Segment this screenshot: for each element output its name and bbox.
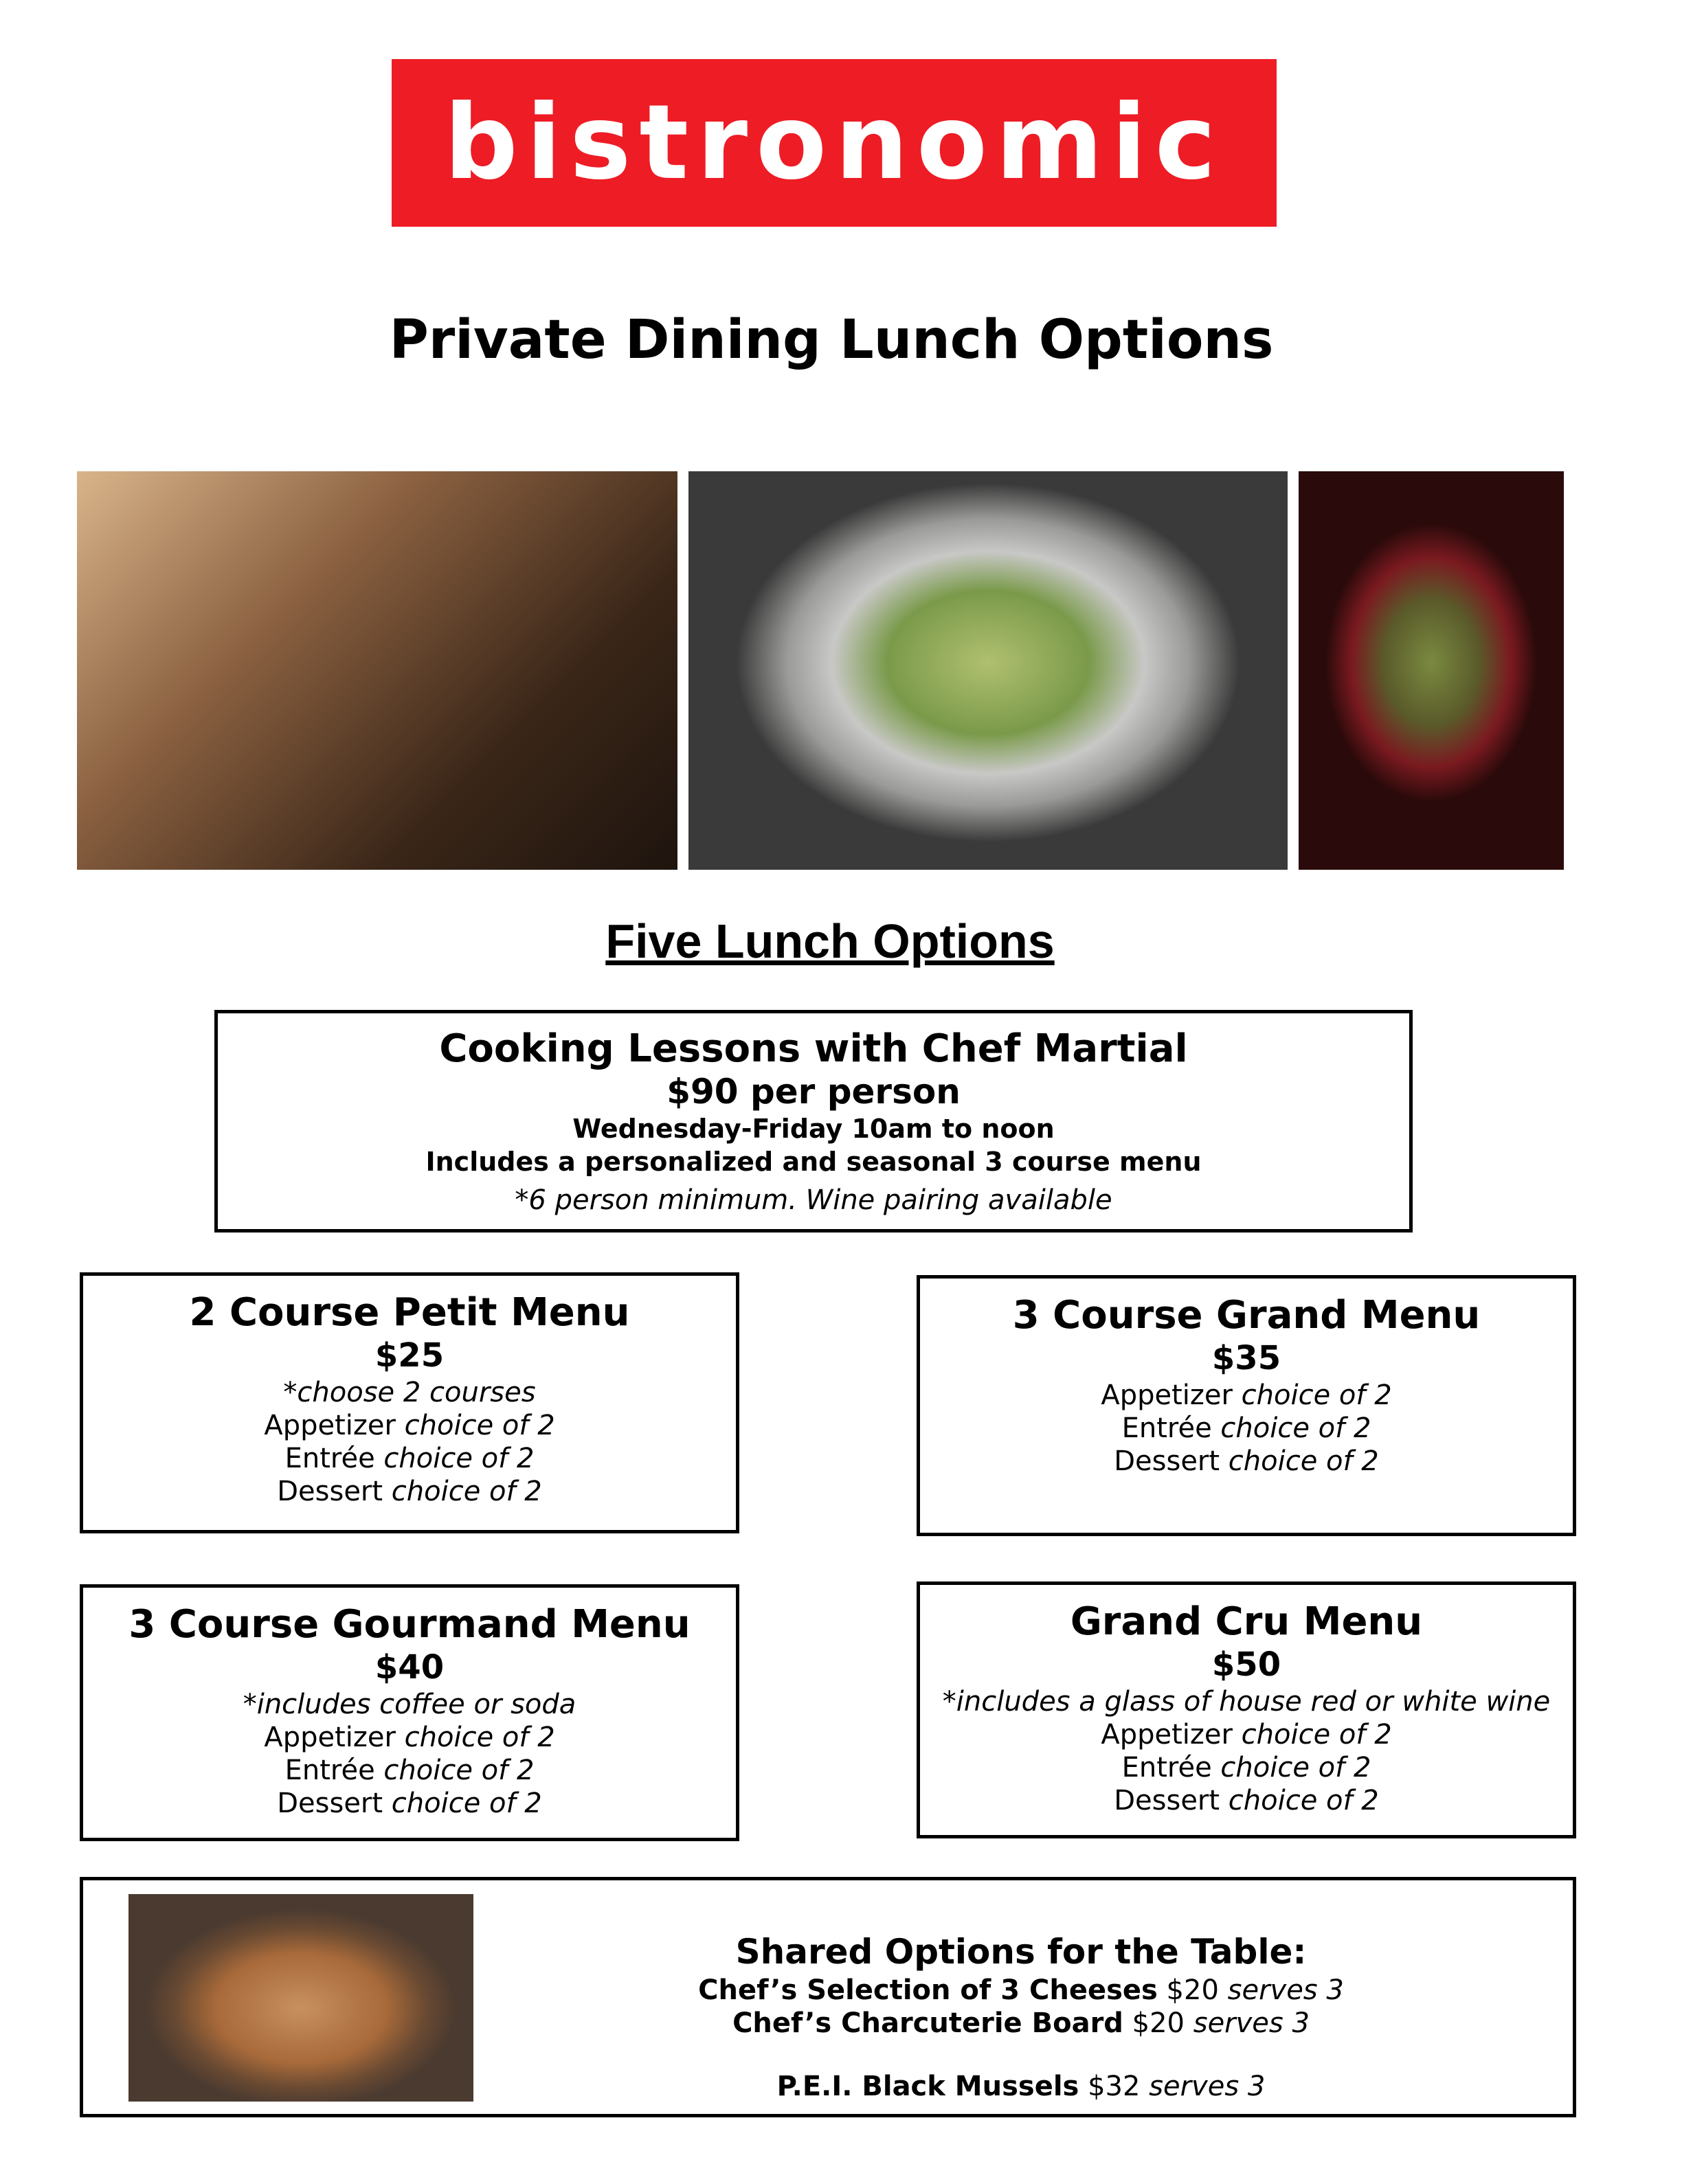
box-title: Grand Cru Menu bbox=[1070, 1599, 1423, 1644]
menu-line: Appetizer choice of 2 bbox=[1101, 1719, 1392, 1750]
menu-line: Dessert choice of 2 bbox=[277, 1476, 542, 1507]
note: *includes a glass of house red or white wine bbox=[942, 1686, 1551, 1718]
page-title: Private Dining Lunch Options bbox=[389, 309, 1274, 371]
box-price: $25 bbox=[374, 1336, 445, 1375]
menu-line: Appetizer choice of 2 bbox=[1101, 1380, 1392, 1411]
menu-line: Entrée choice of 2 bbox=[1121, 1412, 1371, 1444]
menu-line: Dessert choice of 2 bbox=[1114, 1785, 1379, 1816]
box-title: 3 Course Gourmand Menu bbox=[128, 1602, 691, 1647]
includes: Includes a personalized and seasonal 3 course menu bbox=[425, 1147, 1202, 1177]
menu-line: Entrée choice of 2 bbox=[284, 1755, 535, 1786]
note: *includes coffee or soda bbox=[243, 1689, 576, 1720]
menu-box-0 bbox=[80, 1272, 739, 1533]
menu-line: Dessert choice of 2 bbox=[277, 1788, 542, 1819]
menu-line: Appetizer choice of 2 bbox=[264, 1722, 555, 1753]
cooking-lessons-box bbox=[214, 1010, 1413, 1232]
box-price: $40 bbox=[374, 1648, 445, 1687]
menu-box-3 bbox=[917, 1581, 1576, 1838]
box-title: 2 Course Petit Menu bbox=[189, 1290, 630, 1335]
menu-box-1 bbox=[917, 1275, 1576, 1536]
cheese-board-photo bbox=[128, 1894, 473, 2102]
logo-text: bistronomic bbox=[444, 83, 1224, 203]
note: *6 person minimum. Wine pairing available bbox=[515, 1184, 1112, 1216]
shared-options-box bbox=[80, 1877, 1576, 2117]
salad-photo bbox=[688, 471, 1288, 870]
note: *choose 2 courses bbox=[283, 1377, 536, 1408]
box-price: $50 bbox=[1211, 1645, 1281, 1684]
avocado-dish-photo bbox=[1299, 471, 1564, 870]
box-price: $90 per person bbox=[666, 1072, 961, 1112]
box-price: $35 bbox=[1211, 1339, 1281, 1377]
shared-item: Chef’s Charcuterie Board $20 serves 3 bbox=[732, 2007, 1310, 2039]
menu-box-2 bbox=[80, 1584, 739, 1841]
menu-line: Entrée choice of 2 bbox=[1121, 1752, 1371, 1783]
shared-item: Chef’s Selection of 3 Cheeses $20 serves 3 bbox=[698, 1974, 1344, 2006]
section-heading: Five Lunch Options bbox=[605, 914, 1055, 968]
shared-item: P.E.I. Black Mussels $32 serves 3 bbox=[776, 2071, 1266, 2102]
menu-line: Dessert choice of 2 bbox=[1114, 1445, 1379, 1477]
logo bbox=[392, 59, 1277, 227]
box-title: Cooking Lessons with Chef Martial bbox=[439, 1026, 1188, 1071]
schedule: Wednesday-Friday 10am to noon bbox=[572, 1114, 1055, 1144]
shared-title: Shared Options for the Table: bbox=[735, 1932, 1307, 1972]
menu-line: Entrée choice of 2 bbox=[284, 1443, 535, 1474]
dining-room-photo bbox=[77, 471, 677, 870]
box-title: 3 Course Grand Menu bbox=[1012, 1293, 1481, 1338]
menu-line: Appetizer choice of 2 bbox=[264, 1410, 555, 1441]
